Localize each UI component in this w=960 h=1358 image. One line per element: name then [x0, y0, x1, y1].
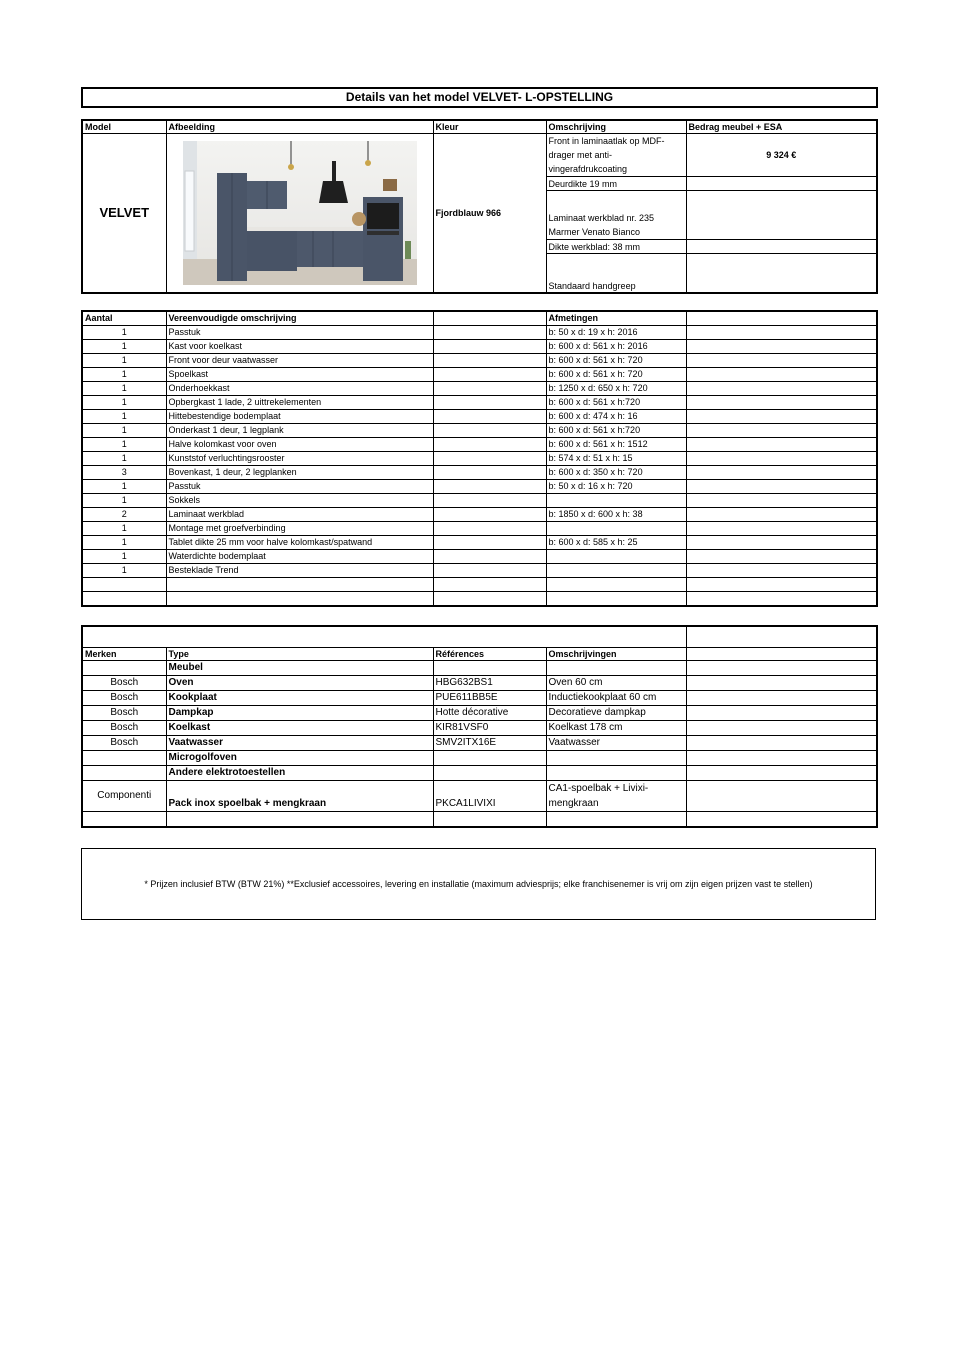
item-empty: [433, 410, 546, 424]
description-handle: Standaard handgreep: [546, 254, 686, 293]
item-empty: [433, 480, 546, 494]
item-description: Opbergkast 1 lade, 2 uittrekelementen: [166, 396, 433, 410]
brands-blank-b: [166, 812, 433, 828]
header-empty-2: [686, 311, 877, 326]
brand-name: Bosch: [82, 721, 166, 736]
brand-name: Bosch: [82, 676, 166, 691]
item-dimensions: b: 50 x d: 19 x h: 2016: [546, 326, 686, 340]
item-empty-2: [686, 396, 877, 410]
item-dimensions: b: 600 x d: 561 x h: 720: [546, 354, 686, 368]
item-row: [82, 368, 877, 382]
item-empty-2: [686, 550, 877, 564]
brand-empty: [686, 691, 877, 706]
header-references: Références: [433, 648, 546, 661]
item-dimensions: b: 600 x d: 561 x h: 2016: [546, 340, 686, 354]
brand-empty: [686, 661, 877, 676]
brand-row: [82, 736, 877, 751]
item-row: [82, 592, 877, 607]
header-description: Omschrijving: [546, 120, 686, 134]
item-empty: [433, 452, 546, 466]
item-empty-2: [686, 466, 877, 480]
item-row: [82, 382, 877, 396]
header-descriptions: Omschrijvingen: [546, 648, 686, 661]
header-quantity: Aantal: [82, 311, 166, 326]
item-quantity: 1: [82, 396, 166, 410]
brand-name: Bosch: [82, 691, 166, 706]
item-description: Front voor deur vaatwasser: [166, 354, 433, 368]
brands-top-blank-2: [686, 626, 877, 648]
item-dimensions: b: 600 x d: 561 x h:720: [546, 424, 686, 438]
header-empty-3: [686, 648, 877, 661]
item-description: Tablet dikte 25 mm voor halve kolomkast/spatwand: [166, 536, 433, 550]
item-empty-2: [686, 326, 877, 340]
item-row: [82, 438, 877, 452]
componenti-ref: PKCA1LIVIXI: [433, 781, 546, 812]
brands-top-blank: [82, 626, 686, 648]
item-quantity: 1: [82, 522, 166, 536]
item-quantity: 1: [82, 354, 166, 368]
brand-empty: [686, 706, 877, 721]
item-quantity: 1: [82, 480, 166, 494]
brand-row: [82, 706, 877, 721]
componenti-desc: CA1-spoelbak + Livixi-mengkraan: [546, 781, 686, 812]
item-dimensions: b: 600 x d: 561 x h: 1512: [546, 438, 686, 452]
item-empty-2: [686, 592, 877, 607]
item-row: [82, 340, 877, 354]
item-row: [82, 522, 877, 536]
brand-name: [82, 766, 166, 781]
componenti-brand: Componenti: [82, 781, 166, 812]
item-description: Bovenkast, 1 deur, 2 legplanken: [166, 466, 433, 480]
item-dimensions: b: 1850 x d: 600 x h: 38: [546, 508, 686, 522]
item-empty: [433, 424, 546, 438]
item-row: [82, 550, 877, 564]
brand-type: Andere elektrotoestellen: [166, 766, 433, 781]
item-dimensions: [546, 522, 686, 536]
item-description: Passtuk: [166, 480, 433, 494]
item-empty: [433, 536, 546, 550]
model-name: VELVET: [82, 134, 166, 293]
brand-row: [82, 691, 877, 706]
item-quantity: 3: [82, 466, 166, 480]
model-table: [81, 119, 878, 294]
item-description: Montage met groefverbinding: [166, 522, 433, 536]
item-description: Kast voor koelkast: [166, 340, 433, 354]
item-quantity: 2: [82, 508, 166, 522]
brand-empty: [686, 766, 877, 781]
item-dimensions: b: 600 x d: 585 x h: 25: [546, 536, 686, 550]
item-empty-2: [686, 438, 877, 452]
item-dimensions: [546, 592, 686, 607]
header-empty: [433, 311, 546, 326]
item-empty: [433, 578, 546, 592]
item-empty-2: [686, 536, 877, 550]
item-quantity: 1: [82, 438, 166, 452]
item-empty: [433, 438, 546, 452]
item-description: Waterdichte bodemplaat: [166, 550, 433, 564]
item-description: [166, 578, 433, 592]
brand-type: Kookplaat: [166, 691, 433, 706]
item-row: [82, 494, 877, 508]
brand-reference: HBG632BS1: [433, 676, 546, 691]
item-quantity: 1: [82, 368, 166, 382]
item-quantity: 1: [82, 494, 166, 508]
kitchen-illustration: [183, 141, 417, 285]
componenti-type: Pack inox spoelbak + mengkraan: [166, 781, 433, 812]
item-description: Hittebestendige bodemplaat: [166, 410, 433, 424]
brand-empty: [686, 676, 877, 691]
brands-blank-e: [686, 812, 877, 828]
brand-description: [546, 766, 686, 781]
brands-blank-a: [82, 812, 166, 828]
kitchen-image-cell: [166, 134, 433, 293]
item-quantity: 1: [82, 564, 166, 578]
item-row: [82, 564, 877, 578]
header-price: Bedrag meubel + ESA: [686, 120, 877, 134]
brand-description: Vaatwasser: [546, 736, 686, 751]
brand-description: Inductiekookplaat 60 cm: [546, 691, 686, 706]
brand-reference: [433, 661, 546, 676]
items-table-header: [82, 311, 877, 326]
item-empty: [433, 564, 546, 578]
model-table-header: [82, 120, 877, 134]
kitchen-image: [183, 141, 417, 285]
item-quantity: [82, 578, 166, 592]
brand-type: Microgolfoven: [166, 751, 433, 766]
item-empty-2: [686, 494, 877, 508]
header-type: Type: [166, 648, 433, 661]
model-color: Fjordblauw 966: [433, 134, 546, 293]
brand-type: Koelkast: [166, 721, 433, 736]
item-row: [82, 508, 877, 522]
item-quantity: 1: [82, 326, 166, 340]
item-empty-2: [686, 354, 877, 368]
item-empty-2: [686, 508, 877, 522]
brand-reference: SMV2ITX16E: [433, 736, 546, 751]
model-price: 9 324 €: [686, 134, 877, 177]
item-quantity: 1: [82, 550, 166, 564]
brand-row: [82, 721, 877, 736]
item-dimensions: b: 600 x d: 561 x h: 720: [546, 368, 686, 382]
description-worktop-thickness: Dikte werkblad: 38 mm: [546, 240, 686, 254]
item-description: Spoelkast: [166, 368, 433, 382]
item-description: Passtuk: [166, 326, 433, 340]
item-empty-2: [686, 452, 877, 466]
brand-name: [82, 751, 166, 766]
brand-row: [82, 676, 877, 691]
footnote: * Prijzen inclusief BTW (BTW 21%) **Exclusief accessoires, levering en installatie (maximum adviesprijs; elke franchisenemer is vrij om zijn eigen prijzen vast te stellen): [81, 848, 876, 920]
item-dimensions: b: 600 x d: 350 x h: 720: [546, 466, 686, 480]
item-row: [82, 326, 877, 340]
brand-type: Oven: [166, 676, 433, 691]
item-empty: [433, 340, 546, 354]
item-row: [82, 480, 877, 494]
item-empty-2: [686, 424, 877, 438]
item-empty: [433, 522, 546, 536]
item-empty: [433, 354, 546, 368]
brand-reference: Hotte décorative: [433, 706, 546, 721]
item-quantity: 1: [82, 382, 166, 396]
description-front: Front in laminaatlak op MDF-drager met anti-vingerafdrukcoating: [546, 134, 686, 177]
item-dimensions: b: 600 x d: 474 x h: 16: [546, 410, 686, 424]
item-empty-2: [686, 382, 877, 396]
header-image: Afbeelding: [166, 120, 433, 134]
item-quantity: 1: [82, 452, 166, 466]
item-quantity: 1: [82, 424, 166, 438]
item-row: [82, 354, 877, 368]
item-description: Onderhoekkast: [166, 382, 433, 396]
brand-row: [82, 751, 877, 766]
item-dimensions: b: 600 x d: 561 x h:720: [546, 396, 686, 410]
item-row: [82, 424, 877, 438]
header-model: Model: [82, 120, 166, 134]
item-description: Besteklade Trend: [166, 564, 433, 578]
brand-row: [82, 661, 877, 676]
header-dimensions: Afmetingen: [546, 311, 686, 326]
brand-description: Koelkast 178 cm: [546, 721, 686, 736]
item-row: [82, 410, 877, 424]
brand-type: Vaatwasser: [166, 736, 433, 751]
description-door-thickness: Deurdikte 19 mm: [546, 177, 686, 191]
item-empty: [433, 466, 546, 480]
price-empty-1: [686, 177, 877, 191]
brand-reference: [433, 766, 546, 781]
brand-reference: KIR81VSF0: [433, 721, 546, 736]
description-worktop: Laminaat werkblad nr. 235 Marmer Venato Bianco: [546, 191, 686, 240]
brand-empty: [686, 751, 877, 766]
item-empty: [433, 396, 546, 410]
brands-blank-c: [433, 812, 546, 828]
item-dimensions: [546, 564, 686, 578]
item-empty: [433, 550, 546, 564]
componenti-row: [82, 781, 877, 812]
item-empty: [433, 326, 546, 340]
brand-description: Oven 60 cm: [546, 676, 686, 691]
item-dimensions: [546, 550, 686, 564]
item-empty-2: [686, 564, 877, 578]
header-color: Kleur: [433, 120, 546, 134]
item-quantity: 1: [82, 410, 166, 424]
item-row: [82, 396, 877, 410]
item-dimensions: b: 1250 x d: 650 x h: 720: [546, 382, 686, 396]
brands-table: [81, 625, 878, 828]
items-table: [81, 310, 878, 607]
item-description: Halve kolomkast voor oven: [166, 438, 433, 452]
item-row: [82, 466, 877, 480]
item-empty-2: [686, 578, 877, 592]
item-empty: [433, 494, 546, 508]
brand-type: Dampkap: [166, 706, 433, 721]
item-empty: [433, 592, 546, 607]
brand-description: Decoratieve dampkap: [546, 706, 686, 721]
price-empty-4: [686, 254, 877, 293]
item-description: Sokkels: [166, 494, 433, 508]
brand-row: [82, 766, 877, 781]
item-empty-2: [686, 340, 877, 354]
brands-blank-d: [546, 812, 686, 828]
item-dimensions: b: 574 x d: 51 x h: 15: [546, 452, 686, 466]
brand-name: Bosch: [82, 706, 166, 721]
item-description: Laminaat werkblad: [166, 508, 433, 522]
brand-empty: [686, 736, 877, 751]
item-description: [166, 592, 433, 607]
brand-name: Bosch: [82, 736, 166, 751]
brand-empty: [686, 721, 877, 736]
item-dimensions: b: 50 x d: 16 x h: 720: [546, 480, 686, 494]
item-empty-2: [686, 522, 877, 536]
brand-description: [546, 661, 686, 676]
brand-reference: [433, 751, 546, 766]
item-description: Kunststof verluchtingsrooster: [166, 452, 433, 466]
brand-description: [546, 751, 686, 766]
item-dimensions: [546, 578, 686, 592]
item-row: [82, 452, 877, 466]
item-empty: [433, 368, 546, 382]
item-row: [82, 578, 877, 592]
header-simplified-description: Vereenvoudigde omschrijving: [166, 311, 433, 326]
item-empty-2: [686, 410, 877, 424]
header-brands: Merken: [82, 648, 166, 661]
price-empty-3: [686, 240, 877, 254]
item-quantity: [82, 592, 166, 607]
brand-type: Meubel: [166, 661, 433, 676]
item-description: Onderkast 1 deur, 1 legplank: [166, 424, 433, 438]
item-quantity: 1: [82, 536, 166, 550]
item-empty-2: [686, 368, 877, 382]
item-quantity: 1: [82, 340, 166, 354]
item-empty-2: [686, 480, 877, 494]
brand-name: [82, 661, 166, 676]
componenti-empty: [686, 781, 877, 812]
brands-table-header: [82, 648, 877, 661]
item-empty: [433, 508, 546, 522]
item-empty: [433, 382, 546, 396]
page-title: Details van het model VELVET- L-OPSTELLING: [81, 87, 878, 108]
item-row: [82, 536, 877, 550]
item-dimensions: [546, 494, 686, 508]
price-empty-2: [686, 191, 877, 240]
brand-reference: PUE611BB5E: [433, 691, 546, 706]
